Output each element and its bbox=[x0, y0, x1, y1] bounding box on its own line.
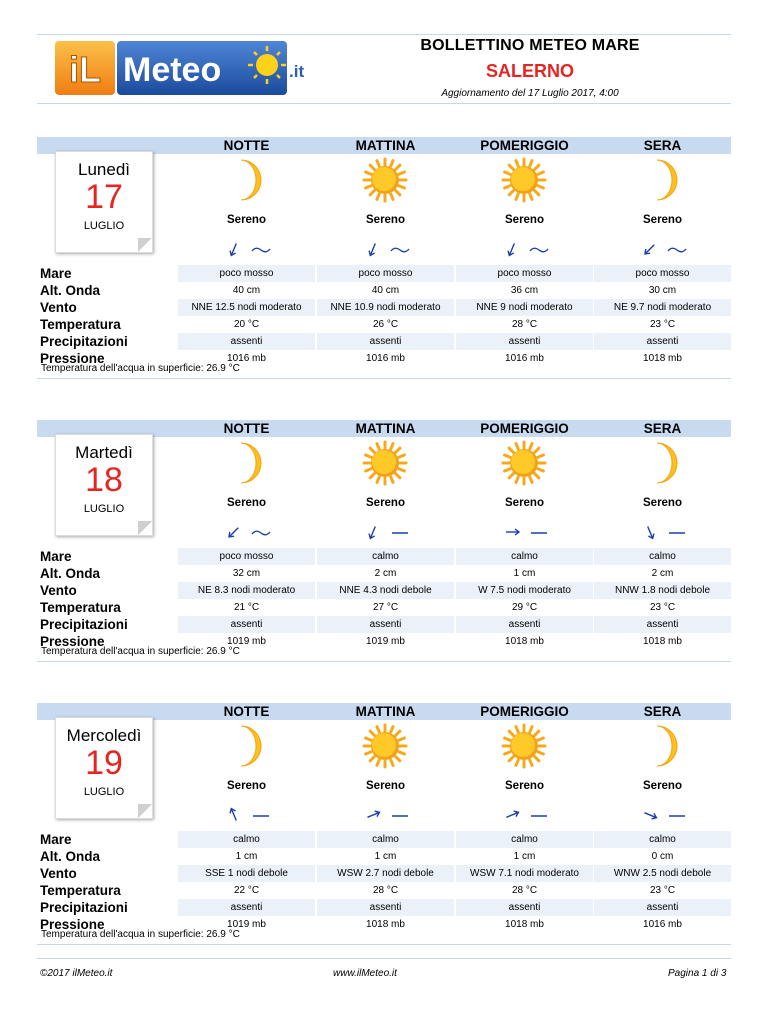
cell-pressione: 1019 mb bbox=[366, 636, 405, 647]
footer-rule bbox=[37, 958, 731, 959]
cell-precipitazioni: assenti bbox=[317, 616, 454, 633]
row-label-temperatura: Temperatura bbox=[40, 883, 121, 898]
moon-icon bbox=[639, 157, 685, 203]
cell-mare: calmo bbox=[456, 548, 593, 565]
row-label-mare: Mare bbox=[40, 549, 72, 564]
wind-arrow-nnw-icon bbox=[641, 524, 659, 540]
update-timestamp: Aggiornamento del 17 Luglio 2017, 4:00 bbox=[441, 88, 619, 99]
data-row-temperatura bbox=[37, 316, 731, 333]
data-row-mare bbox=[37, 265, 731, 282]
bulletin-title: BOLLETTINO METEO MARE bbox=[420, 37, 640, 54]
data-row-temperatura bbox=[37, 599, 731, 616]
row-label-precipitazioni: Precipitazioni bbox=[40, 617, 128, 632]
sky-condition: Sereno bbox=[366, 497, 405, 509]
row-label-onda: Alt. Onda bbox=[40, 566, 100, 581]
cell-mare: calmo bbox=[456, 831, 593, 848]
cell-mare: calmo bbox=[594, 831, 731, 848]
row-label-precipitazioni: Precipitazioni bbox=[40, 900, 128, 915]
moon-icon bbox=[223, 440, 269, 486]
cell-precipitazioni: assenti bbox=[178, 616, 315, 633]
logo-il-text: iL bbox=[69, 49, 101, 90]
cell-precipitazioni: assenti bbox=[178, 333, 315, 350]
day-section bbox=[37, 137, 731, 387]
cell-precipitazioni: assenti bbox=[456, 899, 593, 916]
data-row-vento bbox=[37, 299, 731, 316]
column-header-mattina: MATTINA bbox=[355, 704, 416, 719]
cell-precipitazioni: assenti bbox=[456, 616, 593, 633]
wind-arrow-nne-icon bbox=[225, 241, 243, 257]
cell-onda: 36 cm bbox=[510, 285, 539, 296]
column-header-notte: NOTTE bbox=[223, 421, 270, 436]
flat-sea-icon bbox=[529, 526, 549, 538]
data-row-onda bbox=[37, 848, 731, 865]
cell-temperatura: 27 °C bbox=[372, 602, 399, 613]
cell-mare: calmo bbox=[178, 831, 315, 848]
sky-condition: Sereno bbox=[366, 780, 405, 792]
cell-vento: WSW 2.7 nodi debole bbox=[317, 865, 454, 882]
cell-vento: NNE 10.9 nodi moderato bbox=[317, 299, 454, 316]
date-card bbox=[55, 717, 153, 819]
cell-mare: calmo bbox=[594, 548, 731, 565]
water-temperature: Temperatura dell'acqua in superficie: 26.9 °C bbox=[41, 646, 240, 657]
cell-mare: poco mosso bbox=[456, 265, 593, 282]
wind-arrow-nne-icon bbox=[364, 241, 382, 257]
cell-temperatura: 28 °C bbox=[511, 319, 538, 330]
day-section bbox=[37, 420, 731, 670]
cell-onda: 1 cm bbox=[235, 851, 258, 862]
column-header-sera: SERA bbox=[643, 704, 682, 719]
wind-arrow-nne-icon bbox=[503, 241, 521, 257]
data-row-onda bbox=[37, 282, 731, 299]
wave-icon bbox=[390, 243, 410, 255]
column-header-notte: NOTTE bbox=[223, 704, 270, 719]
cell-mare: calmo bbox=[317, 548, 454, 565]
row-label-pressione: Pressione bbox=[40, 917, 105, 932]
moon-icon bbox=[223, 723, 269, 769]
sky-condition: Sereno bbox=[643, 214, 682, 226]
day-number: 18 bbox=[85, 461, 123, 499]
data-row-mare bbox=[37, 548, 731, 565]
cell-pressione: 1019 mb bbox=[227, 919, 266, 930]
row-label-vento: Vento bbox=[40, 300, 77, 315]
cell-temperatura: 26 °C bbox=[372, 319, 399, 330]
wind-arrow-sse-icon bbox=[225, 807, 243, 823]
cell-temperatura: 28 °C bbox=[372, 885, 399, 896]
cell-vento: NNE 9 nodi moderato bbox=[456, 299, 593, 316]
cell-vento: SSE 1 nodi debole bbox=[178, 865, 315, 882]
cell-pressione: 1016 mb bbox=[505, 353, 544, 364]
footer-page-number: Pagina 1 di 3 bbox=[668, 968, 727, 979]
wave-icon bbox=[529, 243, 549, 255]
wind-arrow-wnw-icon bbox=[641, 807, 659, 823]
cell-pressione: 1019 mb bbox=[227, 636, 266, 647]
column-header-notte: NOTTE bbox=[223, 138, 270, 153]
cell-pressione: 1018 mb bbox=[366, 919, 405, 930]
cell-onda: 1 cm bbox=[374, 851, 397, 862]
cell-vento: NNW 1.8 nodi debole bbox=[594, 582, 731, 599]
wind-arrow-wsw-icon bbox=[364, 807, 382, 823]
page-curl-icon bbox=[138, 804, 152, 818]
cell-vento: WSW 7.1 nodi moderato bbox=[456, 865, 593, 882]
cell-temperatura: 23 °C bbox=[649, 319, 676, 330]
sky-condition: Sereno bbox=[505, 780, 544, 792]
data-row-precipitazioni bbox=[37, 899, 731, 916]
row-label-vento: Vento bbox=[40, 866, 77, 881]
section-divider bbox=[37, 944, 731, 945]
cell-pressione: 1018 mb bbox=[505, 919, 544, 930]
footer-site-link[interactable]: www.ilMeteo.it bbox=[333, 968, 397, 979]
sun-icon bbox=[362, 440, 408, 486]
row-label-onda: Alt. Onda bbox=[40, 283, 100, 298]
cell-temperatura: 23 °C bbox=[649, 602, 676, 613]
sky-condition: Sereno bbox=[227, 780, 266, 792]
moon-icon bbox=[639, 440, 685, 486]
column-header-mattina: MATTINA bbox=[355, 421, 416, 436]
cell-temperatura: 23 °C bbox=[649, 885, 676, 896]
column-header-sera: SERA bbox=[643, 138, 682, 153]
sky-condition: Sereno bbox=[505, 214, 544, 226]
wind-arrow-w-icon bbox=[503, 524, 521, 540]
day-name: Mercoledì bbox=[66, 726, 142, 745]
cell-onda: 1 cm bbox=[513, 851, 536, 862]
water-temperature: Temperatura dell'acqua in superficie: 26.9 °C bbox=[41, 929, 240, 940]
section-divider bbox=[37, 661, 731, 662]
flat-sea-icon bbox=[390, 526, 410, 538]
month-name: LUGLIO bbox=[83, 503, 125, 515]
wave-icon bbox=[667, 243, 687, 255]
column-header-pomeriggio: POMERIGGIO bbox=[480, 138, 569, 153]
day-name: Lunedì bbox=[78, 160, 130, 179]
row-label-precipitazioni: Precipitazioni bbox=[40, 334, 128, 349]
cell-temperatura: 20 °C bbox=[233, 319, 260, 330]
cell-mare: poco mosso bbox=[178, 548, 315, 565]
wind-arrow-wsw-icon bbox=[503, 807, 521, 823]
cell-onda: 2 cm bbox=[651, 568, 674, 579]
wind-arrow-ne-icon bbox=[641, 241, 659, 257]
moon-icon bbox=[223, 157, 269, 203]
row-label-pressione: Pressione bbox=[40, 634, 105, 649]
row-label-pressione: Pressione bbox=[40, 351, 105, 366]
wind-arrow-nne-icon bbox=[364, 524, 382, 540]
month-name: LUGLIO bbox=[83, 220, 125, 232]
cell-temperatura: 22 °C bbox=[233, 885, 260, 896]
cell-precipitazioni: assenti bbox=[594, 333, 731, 350]
sky-condition: Sereno bbox=[227, 497, 266, 509]
cell-precipitazioni: assenti bbox=[178, 899, 315, 916]
column-header-sera: SERA bbox=[643, 421, 682, 436]
day-section bbox=[37, 703, 731, 953]
sun-icon bbox=[501, 723, 547, 769]
header-top-rule bbox=[37, 34, 731, 35]
data-row-vento bbox=[37, 865, 731, 882]
column-header-pomeriggio: POMERIGGIO bbox=[480, 421, 569, 436]
cell-onda: 30 cm bbox=[648, 285, 677, 296]
cell-mare: poco mosso bbox=[178, 265, 315, 282]
column-header-mattina: MATTINA bbox=[355, 138, 416, 153]
cell-temperatura: 28 °C bbox=[511, 885, 538, 896]
data-row-temperatura bbox=[37, 882, 731, 899]
day-number: 19 bbox=[85, 744, 123, 782]
moon-icon bbox=[639, 723, 685, 769]
wave-icon bbox=[251, 526, 271, 538]
logo-word-text: Meteo bbox=[123, 51, 222, 89]
cell-vento: WNW 2.5 nodi debole bbox=[594, 865, 731, 882]
cell-pressione: 1016 mb bbox=[366, 353, 405, 364]
sky-condition: Sereno bbox=[366, 214, 405, 226]
header-bottom-rule bbox=[37, 103, 731, 104]
cell-vento: NE 8.3 nodi moderato bbox=[178, 582, 315, 599]
data-row-mare bbox=[37, 831, 731, 848]
cell-mare: calmo bbox=[317, 831, 454, 848]
sky-condition: Sereno bbox=[227, 214, 266, 226]
row-label-temperatura: Temperatura bbox=[40, 317, 121, 332]
cell-vento: W 7.5 nodi moderato bbox=[456, 582, 593, 599]
row-label-vento: Vento bbox=[40, 583, 77, 598]
logo-tld-text: .it bbox=[289, 62, 305, 81]
cell-pressione: 1018 mb bbox=[643, 353, 682, 364]
month-name: LUGLIO bbox=[83, 786, 125, 798]
row-label-temperatura: Temperatura bbox=[40, 600, 121, 615]
wind-arrow-ne-icon bbox=[225, 524, 243, 540]
cell-pressione: 1016 mb bbox=[643, 919, 682, 930]
date-card bbox=[55, 434, 153, 536]
sun-icon bbox=[362, 157, 408, 203]
footer-copyright: ©2017 ilMeteo.it bbox=[40, 968, 113, 979]
cell-onda: 32 cm bbox=[232, 568, 261, 579]
row-label-mare: Mare bbox=[40, 266, 72, 281]
flat-sea-icon bbox=[251, 809, 271, 821]
cell-onda: 0 cm bbox=[651, 851, 674, 862]
cell-precipitazioni: assenti bbox=[456, 333, 593, 350]
data-row-precipitazioni bbox=[37, 616, 731, 633]
cell-onda: 40 cm bbox=[371, 285, 400, 296]
date-card bbox=[55, 151, 153, 253]
cell-temperatura: 29 °C bbox=[511, 602, 538, 613]
row-label-mare: Mare bbox=[40, 832, 72, 847]
cell-mare: poco mosso bbox=[594, 265, 731, 282]
ilmeteo-logo[interactable] bbox=[55, 41, 317, 95]
sky-condition: Sereno bbox=[643, 780, 682, 792]
page-curl-icon bbox=[138, 521, 152, 535]
day-number: 17 bbox=[85, 178, 123, 216]
sun-icon bbox=[362, 723, 408, 769]
cell-onda: 2 cm bbox=[374, 568, 397, 579]
flat-sea-icon bbox=[667, 809, 687, 821]
page-curl-icon bbox=[138, 238, 152, 252]
cell-vento: NE 9.7 nodi moderato bbox=[594, 299, 731, 316]
cell-mare: poco mosso bbox=[317, 265, 454, 282]
cell-temperatura: 21 °C bbox=[233, 602, 260, 613]
section-divider bbox=[37, 378, 731, 379]
day-name: Martedì bbox=[75, 443, 133, 462]
cell-precipitazioni: assenti bbox=[594, 899, 731, 916]
sky-condition: Sereno bbox=[643, 497, 682, 509]
sky-condition: Sereno bbox=[505, 497, 544, 509]
water-temperature: Temperatura dell'acqua in superficie: 26.9 °C bbox=[41, 363, 240, 374]
cell-onda: 1 cm bbox=[513, 568, 536, 579]
cell-precipitazioni: assenti bbox=[594, 616, 731, 633]
flat-sea-icon bbox=[529, 809, 549, 821]
column-header-pomeriggio: POMERIGGIO bbox=[480, 704, 569, 719]
cell-vento: NNE 12.5 nodi moderato bbox=[178, 299, 315, 316]
cell-precipitazioni: assenti bbox=[317, 899, 454, 916]
sun-icon bbox=[501, 157, 547, 203]
cell-onda: 40 cm bbox=[232, 285, 261, 296]
data-row-vento bbox=[37, 582, 731, 599]
data-row-precipitazioni bbox=[37, 333, 731, 350]
row-label-onda: Alt. Onda bbox=[40, 849, 100, 864]
cell-pressione: 1016 mb bbox=[227, 353, 266, 364]
cell-pressione: 1018 mb bbox=[505, 636, 544, 647]
sun-icon bbox=[501, 440, 547, 486]
flat-sea-icon bbox=[667, 526, 687, 538]
cell-pressione: 1018 mb bbox=[643, 636, 682, 647]
cell-vento: NNE 4.3 nodi debole bbox=[317, 582, 454, 599]
wave-icon bbox=[251, 243, 271, 255]
data-row-onda bbox=[37, 565, 731, 582]
city-name: SALERNO bbox=[485, 61, 574, 81]
cell-precipitazioni: assenti bbox=[317, 333, 454, 350]
flat-sea-icon bbox=[390, 809, 410, 821]
